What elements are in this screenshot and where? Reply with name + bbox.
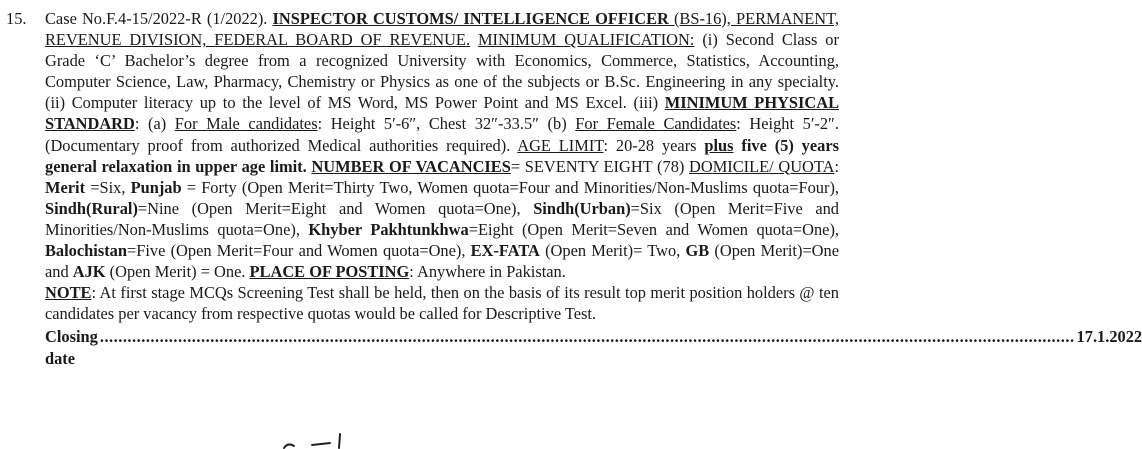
female-candidates-text: : Height 5′-2″. (Documentary proof from authorized Medical authorities required). [45, 114, 839, 155]
min-qualification-label: MINIMUM QUALIFICATION: [477, 30, 695, 50]
male-candidates-text: : Height 5′-6″, Chest 32″-33.5″ (b) [317, 114, 576, 134]
ajk-label: AJK [72, 262, 106, 282]
ex-fata-text: (Open Merit)= Two, [539, 241, 686, 261]
sindh-urban-text: =Six (Open Merit=Five and Minorities/Non-Muslims quota=One), [45, 198, 839, 239]
merit-text: =Six, [85, 177, 131, 197]
entry-number: 15. [6, 9, 27, 28]
handwriting-mark-icon [282, 432, 362, 449]
entry-paragraph [45, 8, 839, 282]
kp-label: Khyber Pakhtunkhwa [308, 219, 469, 239]
ex-fata-label: EX-FATA [470, 241, 540, 261]
note-paragraph [45, 282, 839, 324]
sindh-urban-label: Sindh(Urban) [533, 198, 631, 218]
quota-colon: : [834, 156, 839, 176]
relaxation-text: five (5) years general relaxation in upper age limit. [45, 135, 840, 176]
merit-label: Merit [45, 177, 86, 197]
age-limit-label: AGE LIMIT [517, 135, 604, 155]
post-details: (BS-16), PERMANENT, REVENUE DIVISION, FEDERAL BOARD OF REVENUE. [45, 9, 840, 50]
closing-date-row [45, 326, 1142, 368]
plus-word: plus [704, 135, 734, 155]
place-of-posting-text: : Anywhere in Pakistan. [409, 262, 566, 282]
case-number: Case No.F.4-15/2022-R (1/2022). [45, 9, 273, 28]
note-text: : At first stage MCQs Screening Test shall be held, then on the basis of its result top merit position holders @ ten candidates per vacancy from respective quotas would be called for Descriptive Test. [45, 283, 839, 324]
qualification-text: (i) Second Class or Grade ‘C’ Bachelor’s degree from a recognized University with Economics, Commerce, Statistics, Accounting, Computer Science, Law, Pharmacy, Chemistry or Physics as one of the subjects or B.Sc. Engineering in any specialty. (ii) Computer literacy up to the level of MS Word, MS Power Point and MS Excel. (iii) [45, 30, 839, 113]
punjab-label: Punjab [130, 177, 182, 197]
closing-date-label: Closing date [45, 327, 98, 368]
place-of-posting-label: PLACE OF POSTING [249, 262, 410, 282]
female-candidates-label: For Female Candidates [575, 114, 737, 134]
vacancies-label: NUMBER OF VACANCIES [311, 156, 511, 176]
vacancies-text: = SEVENTY EIGHT (78) [510, 156, 690, 176]
ajk-text: (Open Merit) = One. [105, 262, 250, 282]
balochistan-label: Balochistan [45, 241, 127, 261]
kp-text: =Eight (Open Merit=Seven and Women quota=One), [468, 219, 840, 239]
punjab-text: = Forty (Open Merit=Thirty Two, Women quota=Four and Minorities/Non-Muslims quota=Four), [181, 177, 839, 197]
post-title: INSPECTOR CUSTOMS/ INTELLIGENCE OFFICER [272, 9, 669, 28]
note-label: NOTE [45, 283, 92, 303]
domicile-quota-label: DOMICILE/ QUOTA [689, 156, 835, 176]
age-limit-text: : 20-28 years [603, 135, 705, 155]
entry-body [45, 8, 1142, 369]
spacer [470, 30, 478, 49]
closing-date-value: 17.1.2022 [1076, 327, 1142, 347]
gb-text: (Open Merit)=One and [45, 241, 839, 282]
physical-standard-a: : (a) [134, 114, 175, 134]
sindh-rural-text: =Nine (Open Merit=Eight and Women quota=One), [137, 198, 534, 218]
physical-standard-label: MINIMUM PHYSICAL STANDARD [45, 93, 840, 134]
leader-dots: .................................................................................................................................................................................................................... [99, 327, 1075, 347]
male-candidates-label: For Male candidates [174, 114, 318, 134]
balochistan-text: =Five (Open Merit=Four and Women quota=One), [126, 241, 471, 261]
sindh-rural-label: Sindh(Rural) [45, 198, 138, 218]
gb-label: GB [685, 241, 710, 261]
